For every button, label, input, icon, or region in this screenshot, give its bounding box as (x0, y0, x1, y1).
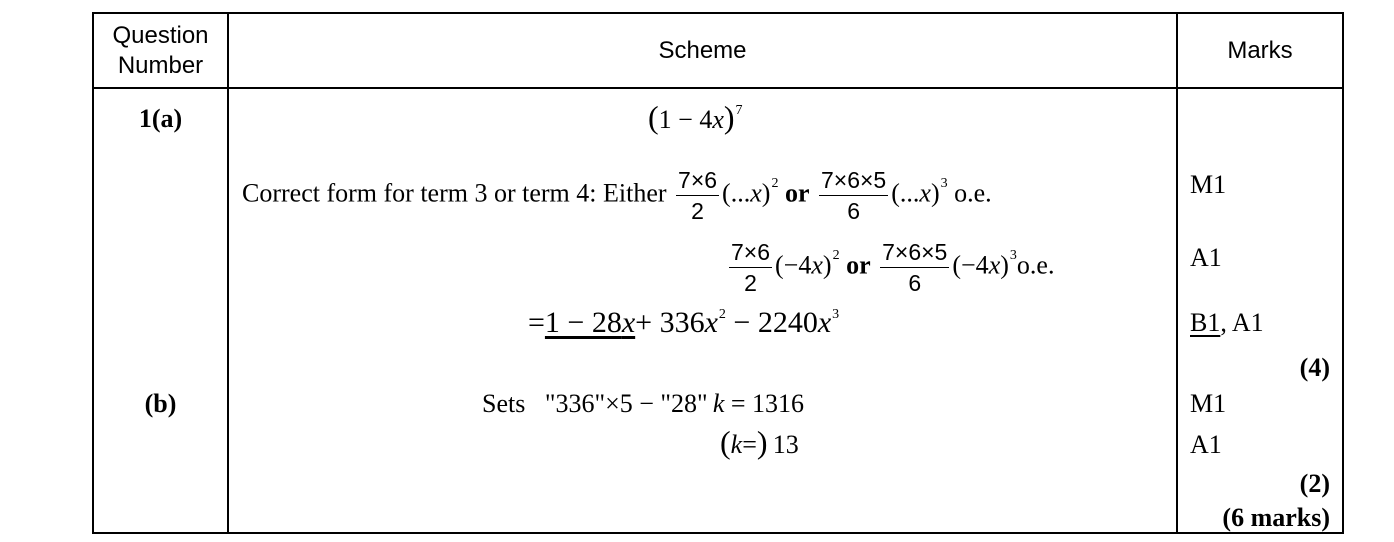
fraction-term4-numeric: $\frac{7\times 6\times 5}{6}$ (882, 239, 948, 296)
mark-a-m1: M1 (1190, 170, 1227, 199)
header-question-number: Question Number (112, 22, 209, 79)
question-label-1b: (b) (144, 389, 177, 418)
mark-a-a1: A1 (1190, 243, 1222, 272)
mark-scheme-table (92, 12, 1344, 534)
header-scheme: Scheme (658, 37, 747, 64)
expansion-expression: $(1 - 4x)^7$ (648, 99, 743, 135)
header-divider (92, 87, 1344, 89)
fraction-term3-numeric: $\frac{7\times 6}{2}$ (731, 239, 771, 296)
question-label-1a: 1(a) (138, 104, 183, 133)
header-marks: Marks (1227, 37, 1293, 64)
mark-b-a1: A1 (1190, 430, 1222, 459)
accuracy-line-terms: $\frac{7\times 6}{2}$ $(-4x)^2$ or $\frac{7\times 6\times 5}{6}$ $(-4x)^3o.e$. (731, 239, 1055, 296)
column-divider-1 (227, 12, 229, 534)
expansion-result: $=1 - 28x+ 336x^2 - 2240x^3$ (528, 306, 840, 339)
subtotal-a: (4) (1299, 353, 1330, 382)
method-line-correct-form: Correct form for term 3 or term 4: Either $\frac{7\times 6}{2}$ $(...x)^2$ or $\frac{7\times 6\times 5}{6}$ $(...x)^3$ o.e. (242, 167, 992, 224)
mark-b-m1: M1 (1190, 389, 1227, 418)
equation-sets: Sets "336"×5 − "28" k = 1316 (482, 389, 805, 418)
fraction-term4: $\frac{7\times 6\times 5}{6}$ (820, 167, 887, 224)
answer-k: (k=) 13 (720, 424, 799, 460)
column-divider-2 (1176, 12, 1178, 534)
fraction-term3: $\frac{7\times 6}{2}$ (678, 167, 718, 224)
mark-a-b1-a1: B1, A1 (1190, 308, 1264, 337)
subtotal-b: (2) (1299, 469, 1330, 498)
total-marks: (6 marks) (1222, 503, 1330, 532)
